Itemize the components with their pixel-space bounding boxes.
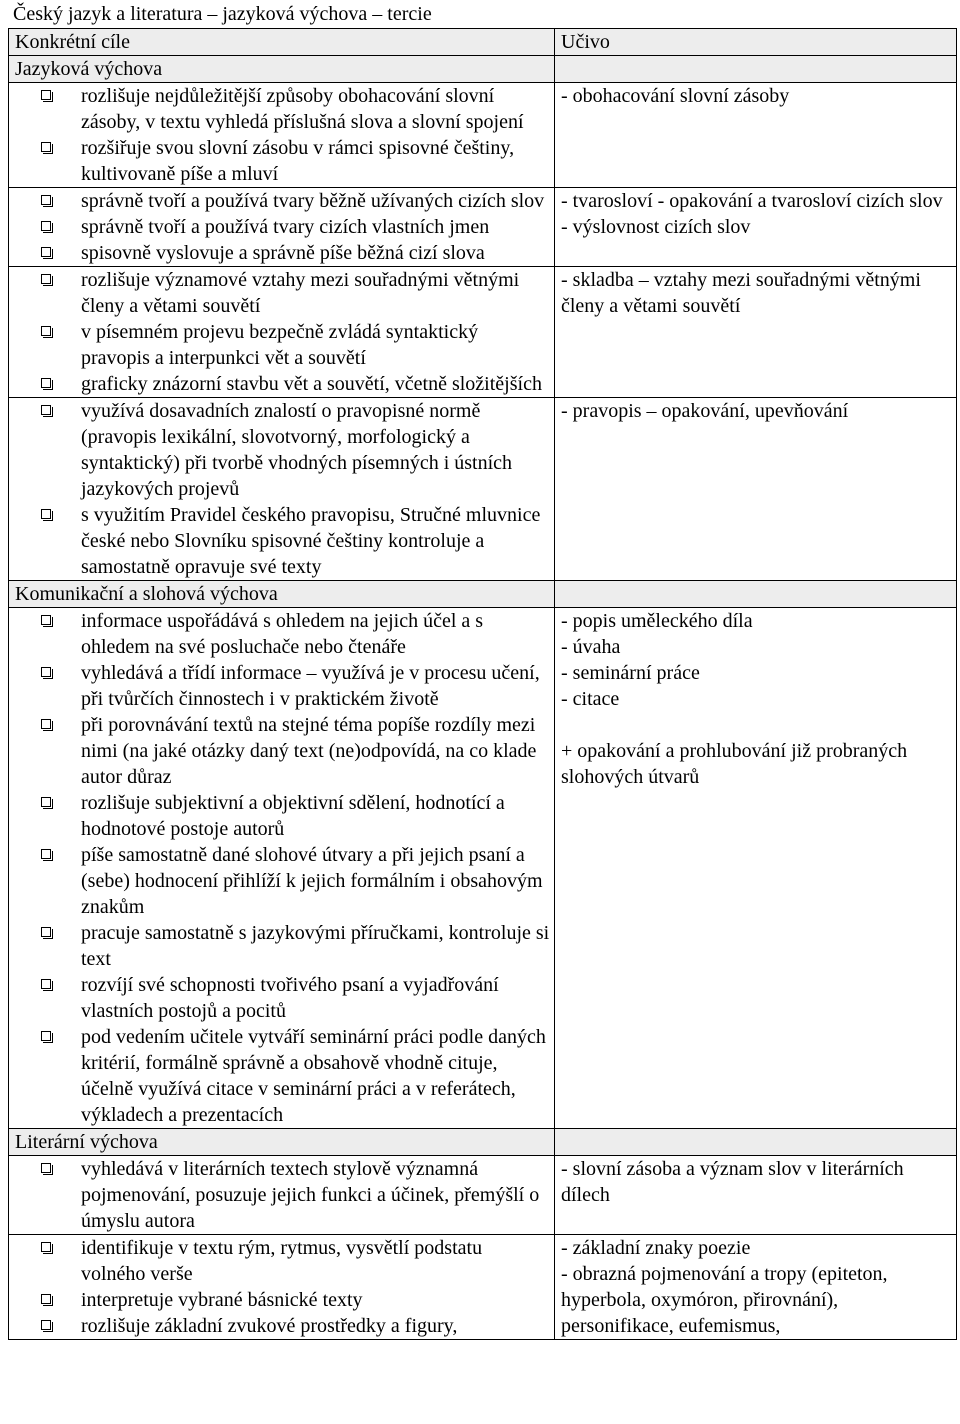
section-title-blank [555, 56, 957, 83]
checkbox-bullet-icon [41, 719, 51, 729]
goal-item [15, 972, 550, 1024]
goal-text: identifikuje v textu rým, rytmus, vysvětlí podstatu volného verše [81, 1237, 483, 1285]
content-item: - úvaha [561, 636, 621, 658]
section-title-blank [555, 1129, 957, 1156]
content-item: - slovní zásoba a význam slov v literárních dílech [561, 1158, 909, 1206]
content-item: - základní znaky poezie [561, 1237, 751, 1259]
content-cell [555, 188, 957, 267]
goal-text: s využitím Pravidel českého pravopisu, Stručné mluvnice české nebo Slovníku spisovné češtiny kontroluje a samostatně opravuje své texty [81, 504, 541, 578]
table-row [9, 398, 957, 581]
goal-text: v písemném projevu bezpečně zvládá syntaktický pravopis a interpunkci vět a souvětí [81, 321, 479, 369]
content-item: - obrazná pojmenování a tropy (epiteton, hyperbola, oxymóron, přirovnání), personifikace, eufemismus, [561, 1263, 893, 1337]
goal-text: rozšiřuje svou slovní zásobu v rámci spisovné češtiny, kultivovaně píše a mluví [81, 137, 515, 185]
checkbox-bullet-icon [41, 378, 51, 388]
checkbox-bullet-icon [41, 1242, 51, 1252]
header-goals [9, 29, 555, 56]
goal-item [15, 1235, 550, 1287]
header-goals-label: Konkrétní cíle [15, 31, 130, 53]
goal-text: při porovnávání textů na stejné téma popíše rozdíly mezi nimi (na jaké otázky daný text (ne)odpovídá, na co klade autor důraz [81, 714, 537, 788]
goal-item [15, 267, 550, 319]
checkbox-bullet-icon [41, 405, 51, 415]
goal-item [15, 398, 550, 502]
goal-item [15, 1287, 550, 1313]
checkbox-bullet-icon [41, 927, 51, 937]
section-title: Jazyková výchova [9, 56, 555, 83]
goal-item [15, 1024, 550, 1128]
goal-item [15, 608, 550, 660]
goal-text: rozlišuje významové vztahy mezi souřadnými větnými členy a větami souvětí [81, 269, 520, 317]
goal-text: graficky znázorní stavbu vět a souvětí, včetně složitějších [81, 373, 542, 395]
goal-text: interpretuje vybrané básnické texty [81, 1289, 363, 1311]
goal-text: rozlišuje subjektivní a objektivní sdělení, hodnotící a hodnotové postoje autorů [81, 792, 505, 840]
checkbox-bullet-icon [41, 849, 51, 859]
goal-item [15, 1156, 550, 1234]
header-content-label: Učivo [561, 31, 610, 53]
table-row [9, 83, 957, 188]
content-cell [555, 608, 957, 1129]
section-header-row [9, 56, 957, 83]
goals-cell [9, 83, 555, 188]
table-row [9, 188, 957, 267]
goals-cell [9, 1235, 555, 1340]
content-item: - seminární práce [561, 662, 700, 684]
goal-item [15, 371, 550, 397]
table-header-row [9, 29, 957, 56]
goal-text: pod vedením učitele vytváří seminární práci podle daných kritérií, formálně správně a obsahově vhodně cituje, účelně využívá citace v seminární práci a v referátech, výkladech a prezentacích [81, 1026, 546, 1126]
checkbox-bullet-icon [41, 615, 51, 625]
section-title: Literární výchova [9, 1129, 555, 1156]
checkbox-bullet-icon [41, 326, 51, 336]
checkbox-bullet-icon [41, 195, 51, 205]
goal-text: rozlišuje nejdůležitější způsoby obohacování slovní zásoby, v textu vyhledá příslušná slova a slovní spojení [81, 85, 524, 133]
checkbox-bullet-icon [41, 1320, 51, 1330]
goals-cell [9, 267, 555, 398]
goal-text: vyhledává v literárních textech stylově významná pojmenování, posuzuje jejich funkci a účinek, přemýšlí o úmyslu autora [81, 1158, 540, 1232]
checkbox-bullet-icon [41, 1031, 51, 1041]
goal-text: pracuje samostatně s jazykovými příručkami, kontroluje si text [81, 922, 550, 970]
curriculum-table [8, 28, 957, 1340]
checkbox-bullet-icon [41, 797, 51, 807]
goal-text: rozlišuje základní zvukové prostředky a figury, [81, 1315, 458, 1337]
goal-text: správně tvoří a používá tvary běžně užívaných cizích slov [81, 190, 545, 212]
section-title: Komunikační a slohová výchova [9, 581, 555, 608]
goal-text: správně tvoří a používá tvary cizích vlastních jmen [81, 216, 490, 238]
goal-item [15, 214, 550, 240]
content-cell [555, 1156, 957, 1235]
table-row [9, 1156, 957, 1235]
checkbox-bullet-icon [41, 142, 51, 152]
checkbox-bullet-icon [41, 1163, 51, 1173]
content-item: - skladba – vztahy mezi souřadnými větnými členy a větami souvětí [561, 269, 926, 317]
goal-item [15, 319, 550, 371]
section-header-row [9, 1129, 957, 1156]
content-item: + opakování a prohlubování již probraných slohových útvarů [561, 740, 913, 788]
goal-item [15, 920, 550, 972]
goal-item [15, 1313, 550, 1339]
table-row [9, 608, 957, 1129]
goals-cell [9, 608, 555, 1129]
goal-text: píše samostatně dané slohové útvary a při jejich psaní a (sebe) hodnocení přihlíží k jejich formálním i obsahovým znakům [81, 844, 543, 918]
goal-item [15, 83, 550, 135]
checkbox-bullet-icon [41, 90, 51, 100]
content-cell [555, 83, 957, 188]
goals-cell [9, 1156, 555, 1235]
content-item: - popis uměleckého díla [561, 610, 753, 632]
content-item: - citace [561, 688, 620, 710]
checkbox-bullet-icon [41, 509, 51, 519]
content-item: - tvarosloví - opakování a tvarosloví cizích slov [561, 190, 943, 212]
checkbox-bullet-icon [41, 1294, 51, 1304]
checkbox-bullet-icon [41, 979, 51, 989]
goal-item [15, 240, 550, 266]
checkbox-bullet-icon [41, 247, 51, 257]
goal-item [15, 188, 550, 214]
content-item: - pravopis – opakování, upevňování [561, 400, 849, 422]
goals-cell [9, 188, 555, 267]
content-cell [555, 267, 957, 398]
goal-item [15, 660, 550, 712]
goal-item [15, 502, 550, 580]
content-item: - výslovnost cizích slov [561, 216, 751, 238]
header-content [555, 29, 957, 56]
goal-item [15, 712, 550, 790]
goal-item [15, 790, 550, 842]
goal-item [15, 135, 550, 187]
goal-text: rozvíjí své schopnosti tvořivého psaní a vyjadřování vlastních postojů a pocitů [81, 974, 499, 1022]
checkbox-bullet-icon [41, 667, 51, 677]
goal-text: informace uspořádává s ohledem na jejich účel a s ohledem na své posluchače nebo čtenáře [81, 610, 484, 658]
content-spacer [561, 712, 952, 738]
content-item: - obohacování slovní zásoby [561, 85, 790, 107]
goal-item [15, 842, 550, 920]
content-cell [555, 398, 957, 581]
table-row [9, 267, 957, 398]
goal-text: vyhledává a třídí informace – využívá je v procesu učení, při tvůrčích činnostech i v praktickém životě [81, 662, 540, 710]
section-title-blank [555, 581, 957, 608]
table-row [9, 1235, 957, 1340]
goal-text: spisovně vyslovuje a správně píše běžná cizí slova [81, 242, 485, 264]
goal-text: využívá dosavadních znalostí o pravopisné normě (pravopis lexikální, slovotvorný, morfologický a syntaktický) při tvorbě vhodných písemných i ústních jazykových projevů [81, 400, 513, 500]
checkbox-bullet-icon [41, 221, 51, 231]
content-cell [555, 1235, 957, 1340]
document-title: Český jazyk a literatura – jazyková výchova – tercie [13, 3, 432, 25]
section-header-row [9, 581, 957, 608]
checkbox-bullet-icon [41, 274, 51, 284]
goals-cell [9, 398, 555, 581]
